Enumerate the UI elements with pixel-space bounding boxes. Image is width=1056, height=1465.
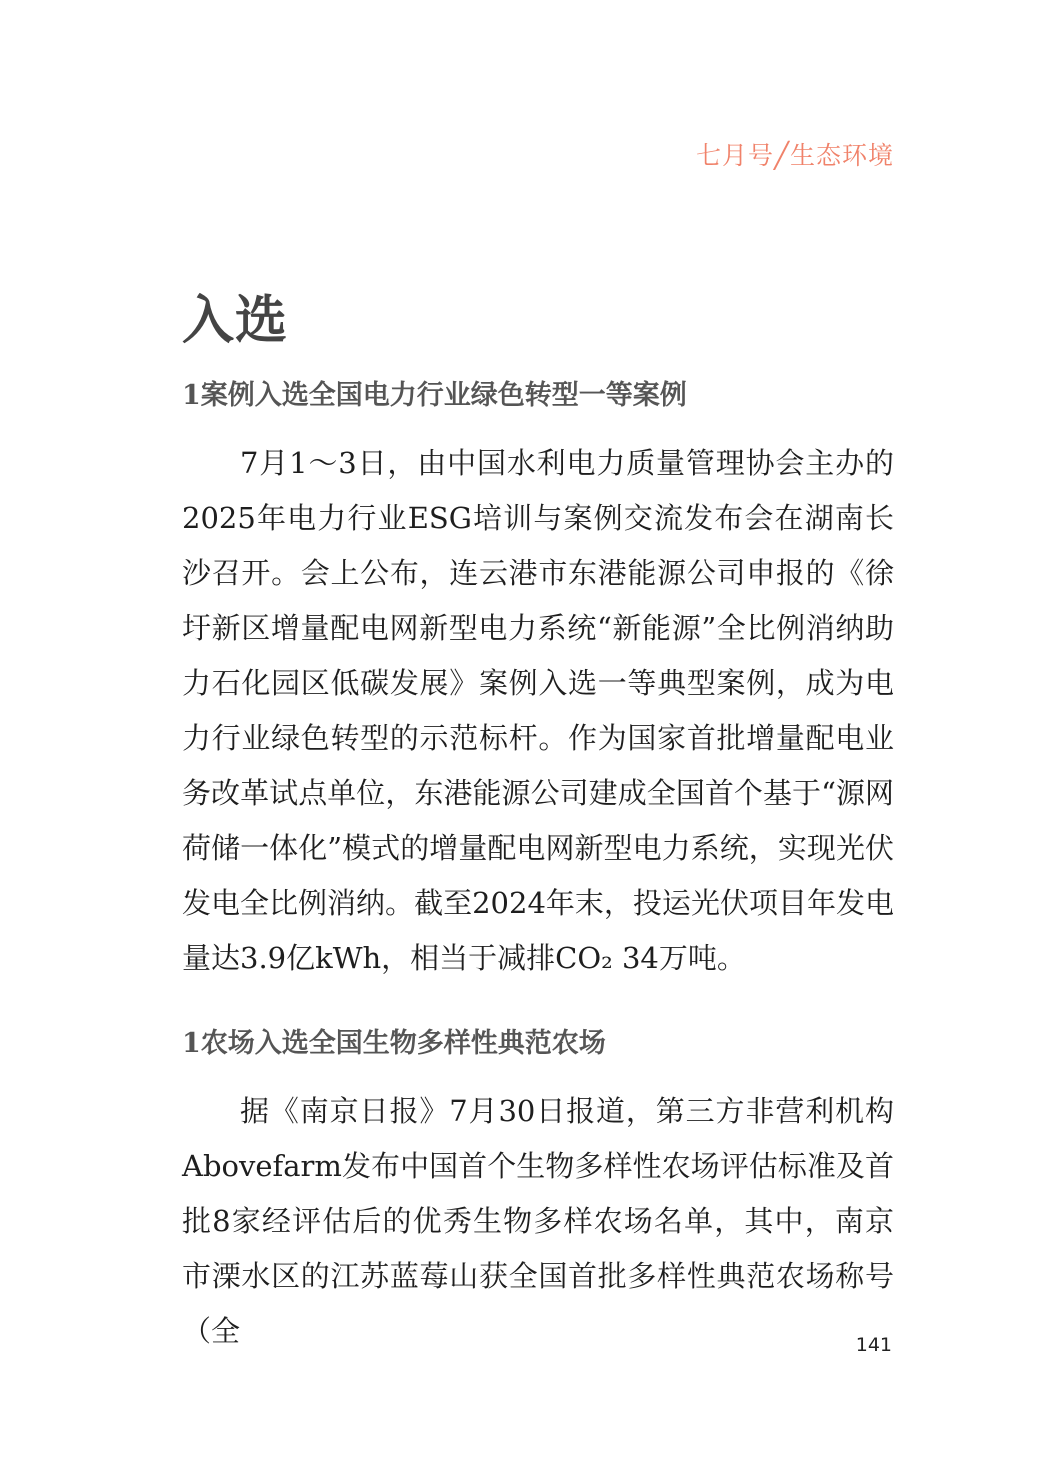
article-body: 7月1～3日，由中国水利电力质量管理协会主办的2025年电力行业ESG培训与案例交流发布会在湖南长沙召开。会上公布，连云港市东港能源公司申报的《徐圩新区增量配电网新型电力系统“新能源”全比例消纳助力石化园区低碳发展》案例入选一等典型案例，成为电力行业绿色转型的示范标杆。作为国家首批增量配电业务改革试点单位，东港能源公司建成全国首个基于“源网荷储一体化”模式的增量配电网新型电力系统，实现光伏发电全比例消纳。截至2024年末，投运光伏项目年发电量达3.9亿kWh，相当于减排CO₂ 34万吨。: [182, 446, 894, 975]
article-power-industry: [182, 372, 894, 986]
article-heading: 1农场入选全国生物多样性典范农场: [182, 1028, 606, 1059]
article-column: [182, 372, 894, 1359]
article-biodiversity-farm: [182, 1020, 894, 1359]
running-head: 七月号╱生态环境: [695, 141, 894, 170]
article-body: 据《南京日报》7月30日报道，第三方非营利机构Abovefarm发布中国首个生物多样性农场评估标准及首批8家经评估后的优秀生物多样农场名单，其中，南京市溧水区的江苏蓝莓山获全国首批多样性典范农场称号（全: [182, 1094, 894, 1348]
page-number: 141: [855, 1334, 892, 1356]
article-heading: 1案例入选全国电力行业绿色转型一等案例: [182, 380, 687, 411]
section-title: 入选: [182, 291, 289, 351]
